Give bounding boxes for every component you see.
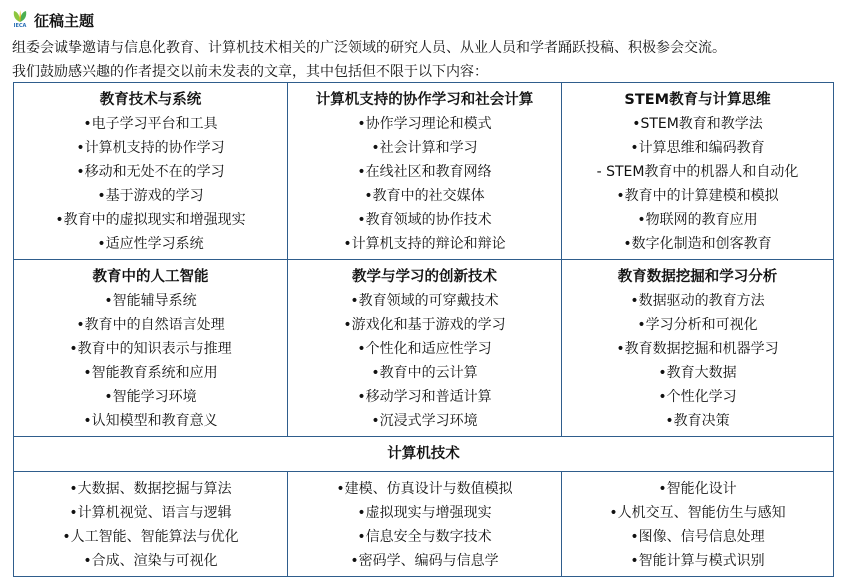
section-heading — [12, 8, 94, 32]
topic-cell — [562, 260, 834, 437]
topic-cell — [288, 472, 562, 577]
topic-item: •移动学习和普适计算 — [357, 389, 492, 405]
topic-cell — [14, 83, 288, 260]
intro-text — [12, 36, 842, 84]
intro-line-1: 组委会诚挚邀请与信息化教育、计算机技术相关的广泛领域的研究人员、从业人员和学者踊跃投稿、积极参会交流。 — [12, 40, 726, 56]
topic-title: STEM教育与计算思维 — [624, 92, 771, 108]
topic-item: •合成、渲染与可视化 — [83, 553, 218, 569]
topic-title: 教育数据挖掘和学习分析 — [617, 269, 778, 285]
topic-item: •教育领域的协作技术 — [357, 212, 492, 228]
topic-item: •适应性学习系统 — [97, 236, 204, 252]
topic-item: •教育决策 — [665, 413, 730, 429]
topic-item: •基于游戏的学习 — [97, 188, 204, 204]
topic-item: •协作学习理论和模式 — [357, 116, 492, 132]
cs-items-row — [14, 472, 834, 577]
topic-item: •人机交互、智能仿生与感知 — [609, 505, 786, 521]
topic-item: •虚拟现实与增强现实 — [357, 505, 492, 521]
topic-item: •社会计算和学习 — [371, 140, 478, 156]
cs-title-row — [14, 437, 834, 472]
topic-item: •移动和无处不在的学习 — [76, 164, 225, 180]
topic-title: 教育中的人工智能 — [92, 269, 209, 285]
topic-item: •大数据、数据挖掘与算法 — [69, 481, 232, 497]
topic-item: •信息安全与数字技术 — [357, 529, 492, 545]
topic-item: •在线社区和教育网络 — [357, 164, 492, 180]
topic-item: •教育中的虚拟现实和增强现实 — [55, 212, 246, 228]
topic-cell — [288, 83, 562, 260]
page-title: 征稿主题 — [34, 11, 95, 30]
topic-item: •教育中的自然语言处理 — [76, 317, 225, 333]
topic-item: •密码学、编码与信息学 — [350, 553, 499, 569]
topic-item: •数据驱动的教育方法 — [630, 293, 765, 309]
topic-title: 计算机支持的协作学习和社会计算 — [315, 92, 534, 108]
topic-item: •教育领域的可穿戴技术 — [350, 293, 499, 309]
topic-item: •教育数据挖掘和机器学习 — [616, 341, 779, 357]
topic-item: •智能计算与模式识别 — [630, 553, 765, 569]
topics-row-1 — [14, 83, 834, 260]
topic-cell — [14, 260, 288, 437]
topic-title: 教学与学习的创新技术 — [352, 269, 497, 285]
topic-item: •物联网的教育应用 — [637, 212, 758, 228]
topic-item: •教育中的云计算 — [371, 365, 478, 381]
topic-item: •个性化学习 — [658, 389, 737, 405]
topic-item: •个性化和适应性学习 — [357, 341, 492, 357]
topics-table — [13, 82, 834, 577]
leaf-logo-icon — [12, 10, 28, 30]
topic-item: •教育中的计算建模和模拟 — [616, 188, 779, 204]
topic-item: •教育中的社交媒体 — [364, 188, 485, 204]
topic-item: •认知模型和教育意义 — [83, 413, 218, 429]
topics-row-2 — [14, 260, 834, 437]
topic-cell — [562, 472, 834, 577]
topic-item: •智能教育系统和应用 — [83, 365, 218, 381]
cs-section-title: 计算机技术 — [14, 437, 834, 472]
topic-item: •游戏化和基于游戏的学习 — [343, 317, 506, 333]
topic-title: 教育技术与系统 — [99, 92, 202, 108]
topic-item: •计算机视觉、语言与逻辑 — [69, 505, 232, 521]
topic-item: •计算机支持的辩论和辩论 — [343, 236, 506, 252]
intro-line-2: 我们鼓励感兴趣的作者提交以前未发表的文章，其中包括但不限于以下内容： — [12, 64, 488, 80]
topic-item: •沉浸式学习环境 — [371, 413, 478, 429]
topic-item: •计算机支持的协作学习 — [76, 140, 225, 156]
topic-cell — [14, 472, 288, 577]
topic-item: •电子学习平台和工具 — [83, 116, 218, 132]
topic-item: •建模、仿真设计与数值模拟 — [336, 481, 513, 497]
topic-item: - STEM教育中的机器人和自动化 — [596, 164, 799, 180]
topic-item: •数字化制造和创客教育 — [623, 236, 772, 252]
topic-item: •教育大数据 — [658, 365, 737, 381]
topic-item: •智能学习环境 — [104, 389, 197, 405]
topic-item: •人工智能、智能算法与优化 — [62, 529, 239, 545]
topic-cell — [562, 83, 834, 260]
topic-item: •智能化设计 — [658, 481, 737, 497]
topic-item: •智能辅导系统 — [104, 293, 197, 309]
logo-text: IECA — [13, 23, 27, 29]
topic-item: •教育中的知识表示与推理 — [69, 341, 232, 357]
topic-cell — [288, 260, 562, 437]
topic-item: •学习分析和可视化 — [637, 317, 758, 333]
topic-item: •STEM教育和教学法 — [632, 116, 763, 132]
topic-item: •图像、信号信息处理 — [630, 529, 765, 545]
topic-item: •计算思维和编码教育 — [630, 140, 765, 156]
